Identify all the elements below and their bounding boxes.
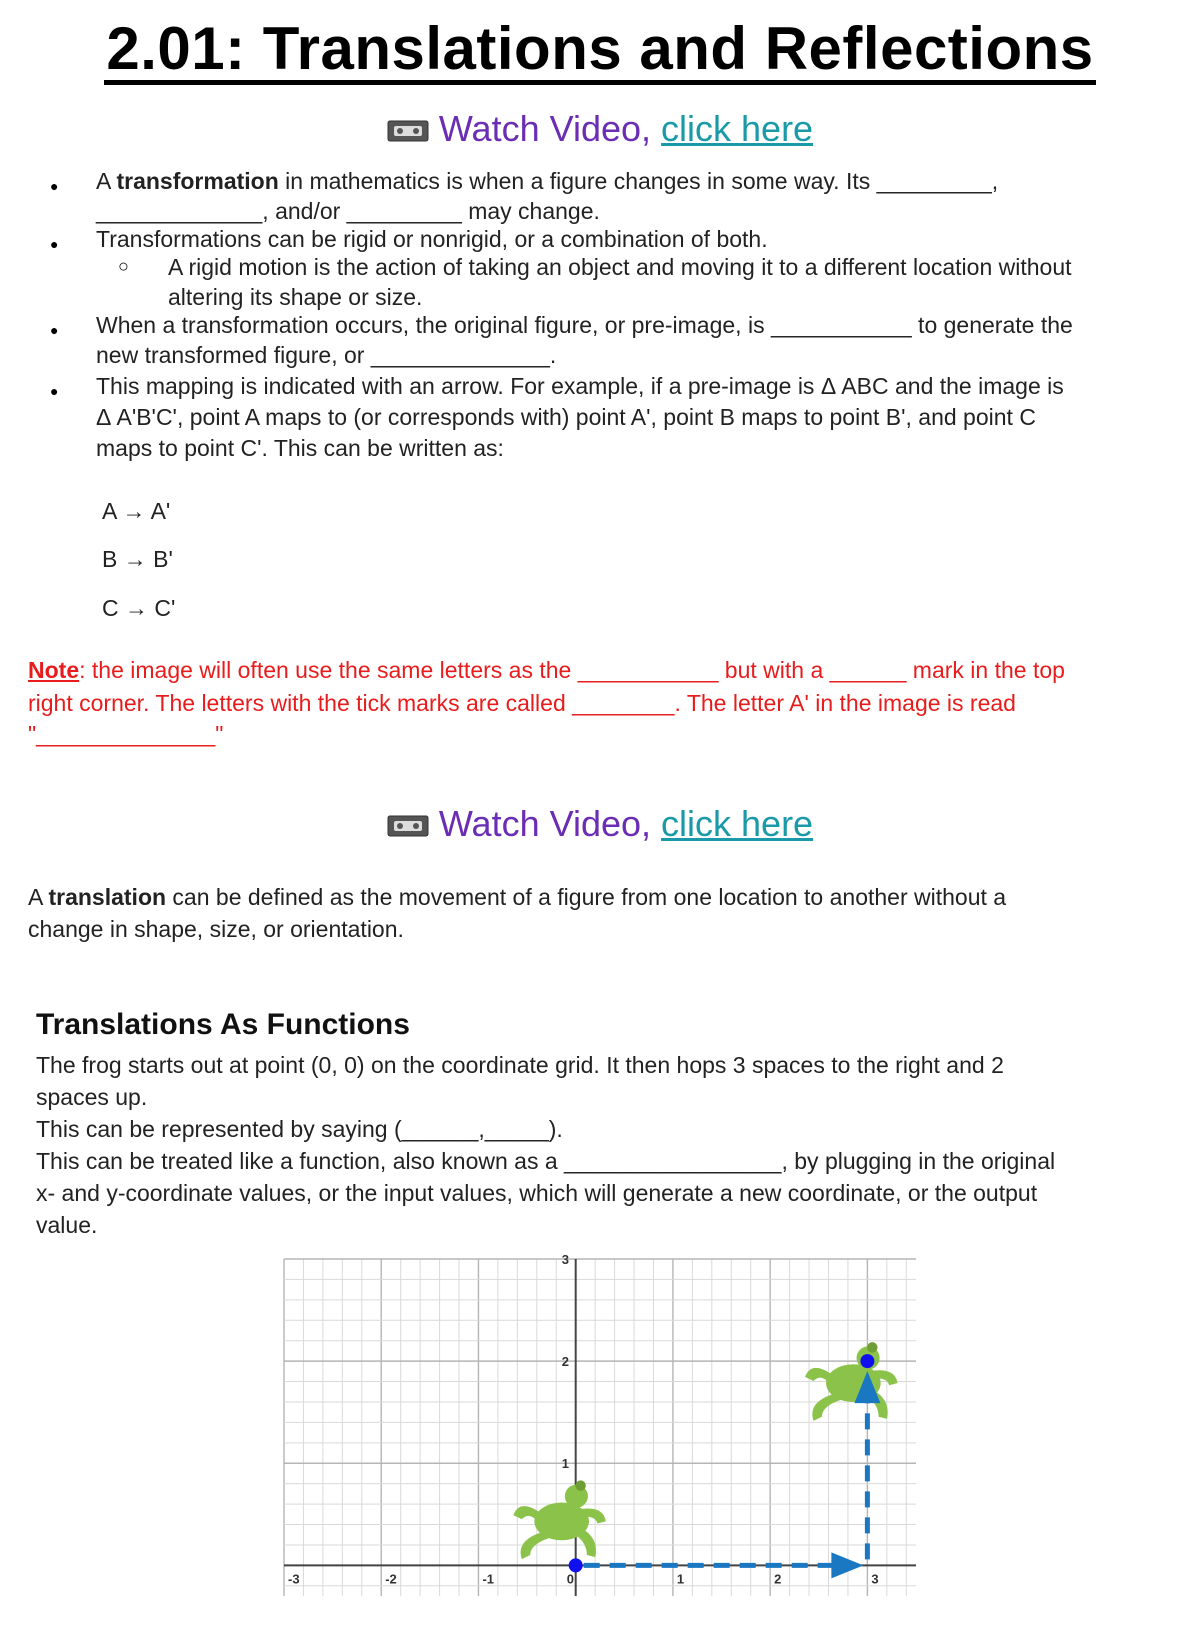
watch-video-2: Watch Video, click here [0,803,1200,845]
function-para-line-3: value. [36,1212,98,1238]
x-tick-label: -3 [288,1571,300,1587]
frog-para-line-1: The frog starts out at point (0, 0) on the coordinate grid. It then hops 3 spaces to the right and 2 [36,1052,1004,1078]
frog-icon [513,1480,605,1559]
bullet-3-line-2: new transformed figure, or ______________. [96,342,557,368]
section-heading: Translations As Functions [36,1008,410,1041]
bullet-dot: ● [50,236,59,252]
x-tick-label: 3 [871,1571,879,1587]
translation-def-line-1: A translation can be defined as the movement of a figure from one location to another without a [28,884,1007,910]
x-tick-label: -2 [385,1571,397,1587]
page-title: 2.01: Translations and Reflections [0,14,1200,85]
click-here-link-1[interactable]: click here [661,108,814,149]
mapping-b: B → B' [102,546,173,572]
bullet-dot: ● [50,322,59,338]
frog-leg [812,1394,840,1421]
data-point [860,1354,874,1368]
bullet-2: Transformations can be rigid or nonrigid, or a combination of both. [96,226,768,252]
frog-eye [575,1480,586,1491]
data-point [569,1558,583,1572]
bullet-4-line-1: This mapping is indicated with an arrow. For example, if a pre-image is Δ ABC and the image is [96,373,1064,399]
translation-def-line-2: change in shape, size, or orientation. [28,916,404,942]
coordinate-grid-chart [280,1255,920,1600]
function-para-line-2: x- and y-coordinate values, or the input values, which will generate a new coordinate, or the output [36,1180,1038,1206]
y-tick-label: 1 [561,1456,569,1472]
represented-line: This can be represented by saying (______,_____). [36,1116,563,1142]
bullet-dot: ● [50,383,59,399]
x-tick-label: 1 [676,1571,685,1587]
bullet-1-line-2: _____________, and/or _________ may change. [96,198,600,224]
x-tick-label: 0 [566,1571,574,1587]
function-para-line-1: This can be treated like a function, also known as a _________________, by plugging in the original [36,1148,1056,1174]
mapping-c: C → C' [102,595,176,621]
watch-video-1: Watch Video, click here [0,108,1200,150]
mapping-a: A → A' [102,498,171,524]
bullet-4-line-2: Δ A'B'C', point A maps to (or corresponds with) point A', point B maps to point B', and point C [96,404,1036,430]
note-label: Note [28,657,80,683]
sub-bullet-1-line-1: A rigid motion is the action of taking an object and moving it to a different location without [168,254,1072,280]
frog-leg [574,1528,596,1557]
frog-para-line-2: spaces up. [36,1084,148,1110]
video-tape-icon [387,815,429,837]
x-tick-label: 2 [774,1571,782,1587]
frog-leg [521,1532,549,1559]
y-tick-label: 2 [561,1354,569,1370]
click-here-link-2[interactable]: click here [661,803,814,844]
x-tick-label: -1 [482,1571,495,1587]
sub-bullet-1-line-2: altering its shape or size. [168,284,423,310]
bullet-dot: ● [50,178,59,194]
bullet-4-line-3: maps to point C'. This can be written as: [96,435,504,461]
bullet-1-line-1: A transformation in mathematics is when a figure changes in some way. Its _________, [96,168,999,194]
video-tape-icon [387,120,429,142]
note-line-1: Note: the image will often use the same letters as the ___________ but with a ______ mark in the top [28,657,1065,683]
bullet-3-line-1: When a transformation occurs, the original figure, or pre-image, is ___________ to generate the [96,312,1073,338]
sub-bullet-circle: ○ [118,256,129,276]
note-line-3: "______________" [28,721,224,747]
y-tick-label: 3 [561,1255,569,1267]
arrowhead-right [831,1552,863,1578]
note-line-2: right corner. The letters with the tick marks are called ________. The letter A' in the image is read [28,690,1016,716]
frog-eye [867,1342,878,1353]
